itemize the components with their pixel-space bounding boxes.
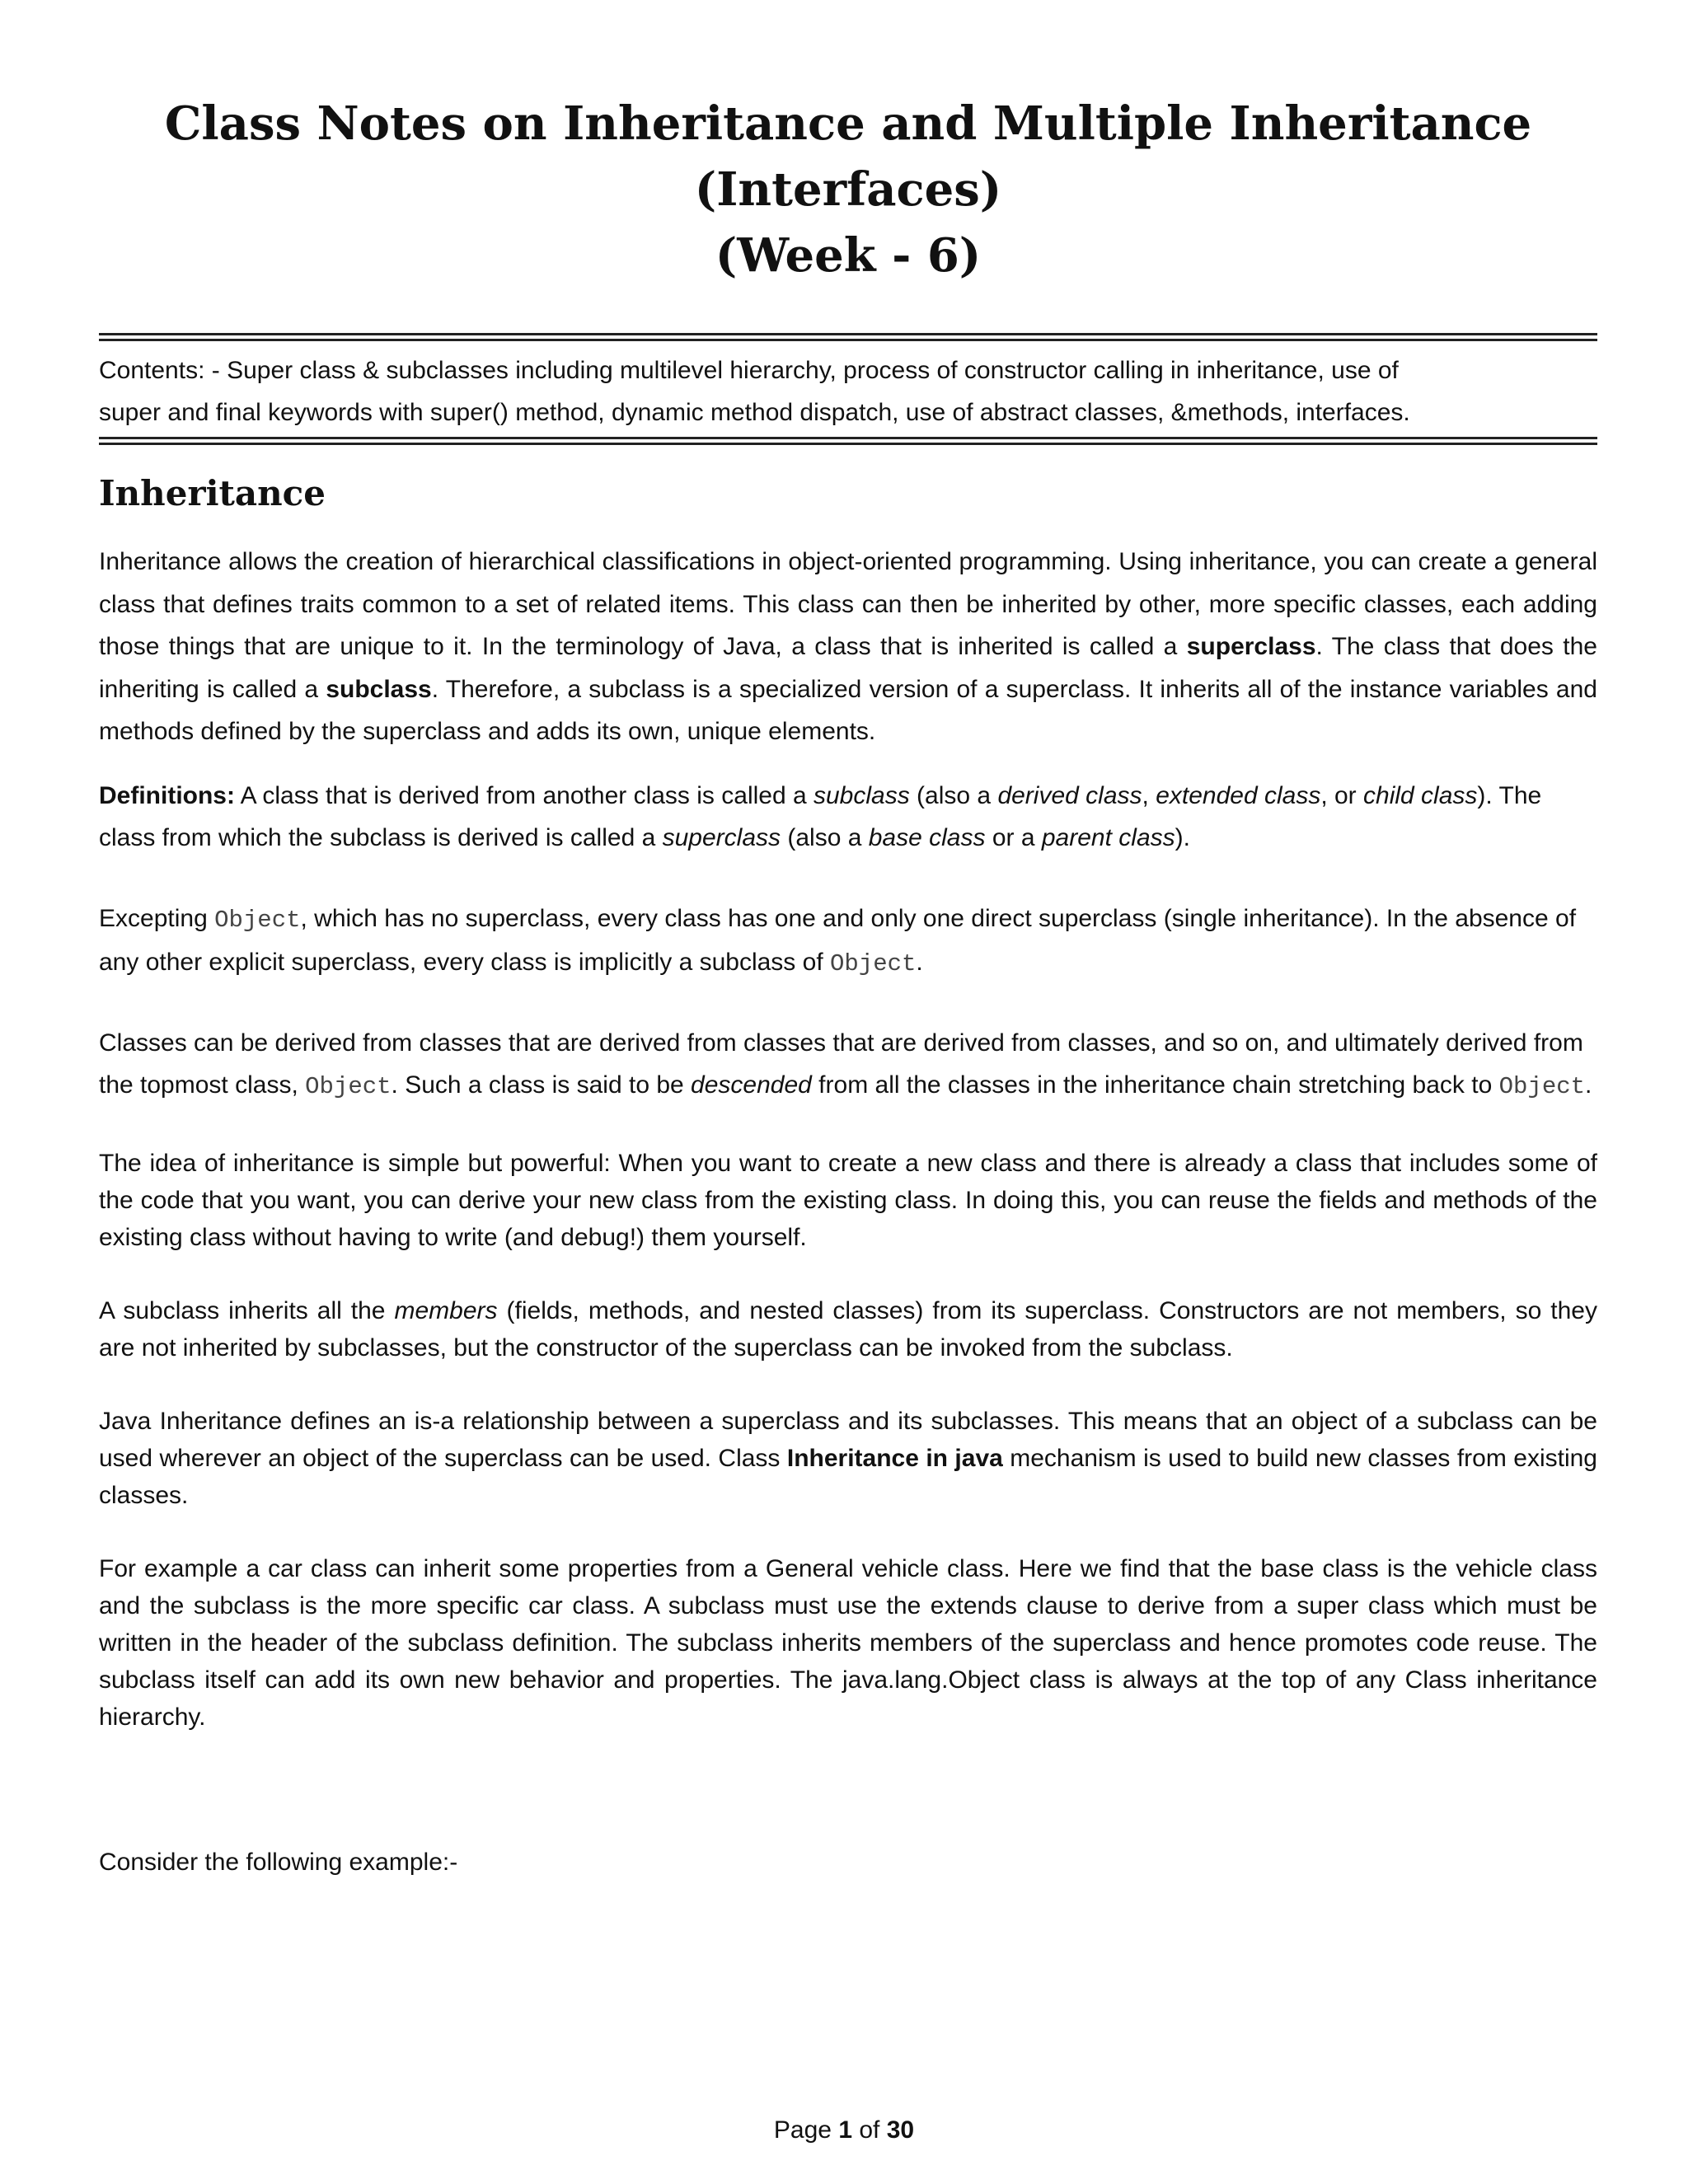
term-italic: descended — [691, 1071, 812, 1099]
term-italic: extended class — [1156, 781, 1321, 809]
code-object: Object — [305, 1073, 392, 1100]
text-run: (also a — [909, 781, 998, 809]
paragraph-idea: The idea of inheritance is simple but powerful: When you want to create a new class and there is already a class that includes some of the code that you want, you can derive your new class from the existing class. In doing this, you can reuse the fields and methods of the existing class without having to write (and debug!) them yourself. — [99, 1149, 1597, 1251]
contents-bottom-rule — [99, 437, 1597, 445]
text-run: . The class that does the inheriting is called a — [99, 633, 1597, 703]
text-run: (fields, methods, and nested classes) from its superclass. Constructors are not members, so they are not inherited by subclasses, but the constructor of the superclass can be invoked from the subclass. — [99, 1296, 1597, 1361]
term-subclass: subclass — [326, 675, 432, 703]
page-total: 30 — [886, 2116, 915, 2144]
text-run: (also a — [781, 824, 869, 851]
document-page — [99, 91, 1597, 1883]
page-current: 1 — [838, 2116, 852, 2144]
text-run: Classes can be derived from classes that are derived from classes that are derived from classes, and so on, and ultimately derived from the topmost class, — [99, 1029, 1583, 1099]
contents-line-1: Contents: - Super class & subclasses including multilevel hierarchy, process of constructor calling in inheritance, use of — [99, 357, 1399, 384]
text-run: , which has no superclass, every class has one and only one direct superclass (single inheritance). In the absence of any other explicit superclass, every class is implicitly a subclass of — [99, 904, 1577, 976]
code-object: Object — [1498, 1073, 1586, 1100]
paragraph-members — [99, 1292, 1597, 1366]
term-italic: superclass — [662, 824, 781, 851]
paragraph-consider: Consider the following example:- — [99, 1848, 458, 1876]
text-run: from all the classes in the inheritance chain stretching back to — [811, 1071, 1499, 1099]
code-object: Object — [214, 906, 301, 934]
term-italic: derived class — [997, 781, 1142, 809]
term-italic: base class — [868, 824, 986, 851]
paragraph-is-a — [99, 1403, 1597, 1514]
term-italic: child class — [1363, 781, 1478, 809]
contents-summary — [99, 349, 1597, 434]
text-run: ). The class from which the subclass is derived is called a — [99, 781, 1542, 851]
text-run: Inheritance allows the creation of hierarchical classifications in object-oriented programming. Using inheritance, you can create a general class that defines traits common to a set of related items. This class can then be inherited by other, more specific classes, each adding those things that are unique to it. In the terminology of Java, a class that is inherited is called a — [99, 548, 1597, 660]
contents-top-rule — [99, 333, 1597, 341]
paragraph-object-root — [99, 898, 1597, 986]
term-superclass: superclass — [1186, 633, 1316, 660]
page-of: of — [852, 2116, 887, 2144]
text-run: or a — [985, 824, 1042, 851]
paragraph-intro — [99, 541, 1597, 753]
section-heading: Inheritance — [99, 473, 326, 513]
paragraph-definitions — [99, 775, 1597, 860]
text-run: . — [1585, 1071, 1592, 1099]
text-run: Java Inheritance defines an is-a relationship between a superclass and its subclasses. This means that an object of a subclass can be used wherever an object of the superclass can be used. Class — [99, 1407, 1597, 1472]
text-run: mechanism is used to build new classes from existing classes. — [99, 1444, 1597, 1509]
term-bold: Inheritance in java — [786, 1444, 1003, 1472]
text-run: . Therefore, a subclass is a specialized version of a superclass. It inherits all of the instance variables and methods defined by the superclass and adds its own, unique elements. — [99, 675, 1597, 745]
term-italic: parent class — [1041, 824, 1175, 851]
text-run: A subclass inherits all the — [99, 1296, 395, 1324]
text-run: . — [916, 949, 923, 976]
text-run: , or — [1320, 781, 1364, 809]
title-line-1: Class Notes on Inheritance and Multiple Inheritance (Interfaces) — [164, 96, 1532, 217]
paragraph-car-example: For example a car class can inherit some properties from a General vehicle class. Here we find that the base class is the vehicle class and the subclass is the more specific car class. A subclass must use the extends clause to derive from a super class which must be written in the header of the subclass definition. The subclass inherits members of the superclass and hence promotes code reuse. The subclass itself can add its own new behavior and properties. The java.lang.Object class is always at the top of any Class inheritance hierarchy. — [99, 1554, 1597, 1731]
text-run: ). — [1175, 824, 1190, 851]
text-run: Excepting — [99, 904, 215, 932]
text-run: , — [1142, 781, 1156, 809]
term-italic: members — [394, 1296, 498, 1324]
title-line-2: (Week - 6) — [715, 228, 982, 283]
definitions-label: Definitions: — [99, 781, 235, 809]
code-object: Object — [830, 950, 917, 977]
text-run: . Such a class is said to be — [391, 1071, 692, 1099]
page-footer — [0, 2116, 1688, 2144]
page-label: Page — [773, 2116, 839, 2144]
text-run: A class that is derived from another class is called a — [235, 781, 814, 809]
term-italic: subclass — [814, 781, 910, 809]
paragraph-descended — [99, 1022, 1597, 1108]
contents-line-2: super and final keywords with super() method, dynamic method dispatch, use of abstract classes, &methods, interfaces. — [99, 399, 1410, 426]
document-title — [99, 91, 1597, 288]
